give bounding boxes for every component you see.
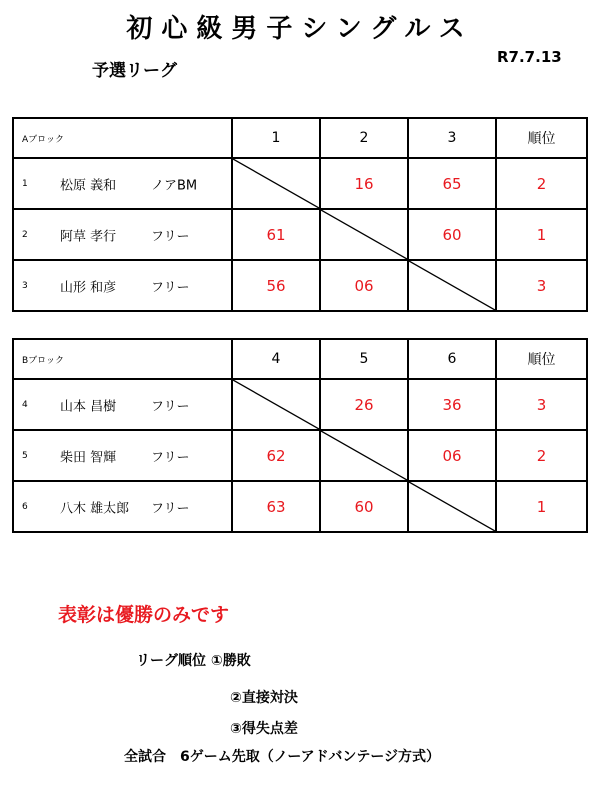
player-rank: 1	[496, 209, 587, 260]
diagonal-line	[321, 431, 407, 480]
player-club: フリー	[151, 501, 190, 516]
self-match-cell	[232, 158, 320, 209]
diagonal-line	[233, 380, 319, 429]
column-header: 3	[408, 118, 496, 158]
block-name: Aブロック	[13, 118, 232, 158]
match-score: 36	[408, 379, 496, 430]
player-name: 松原 義和	[60, 178, 117, 193]
player-number: 2	[22, 229, 28, 240]
diagonal-line	[321, 210, 407, 259]
match-score: 61	[232, 209, 320, 260]
ranking-rule-item: ①勝敗	[210, 653, 251, 669]
player-rank: 1	[496, 481, 587, 532]
match-score: 65	[408, 158, 496, 209]
player-cell	[13, 158, 232, 209]
column-header: 4	[232, 339, 320, 379]
table-row	[13, 209, 587, 260]
block-name: Bブロック	[13, 339, 232, 379]
player-name: 山本 昌樹	[60, 399, 117, 414]
match-score: 63	[232, 481, 320, 532]
rank-header: 順位	[496, 339, 587, 379]
award-notice: 表彰は優勝のみです	[58, 604, 230, 626]
ranking-rule-line	[136, 650, 251, 670]
player-rank: 3	[496, 260, 587, 311]
player-club: フリー	[151, 450, 190, 465]
player-cell	[13, 481, 232, 532]
player-cell	[13, 430, 232, 481]
match-score: 16	[320, 158, 408, 209]
player-club: フリー	[151, 280, 190, 295]
player-number: 4	[22, 399, 28, 410]
table-row	[13, 481, 587, 532]
player-cell	[13, 260, 232, 311]
self-match-cell	[408, 481, 496, 532]
player-name: 柴田 智輝	[60, 450, 117, 465]
league-table-block-b	[12, 338, 588, 533]
player-number: 6	[22, 501, 28, 512]
match-score: 60	[408, 209, 496, 260]
column-header: 1	[232, 118, 320, 158]
player-number: 1	[22, 178, 28, 189]
player-rank: 3	[496, 379, 587, 430]
column-header: 2	[320, 118, 408, 158]
player-club: ノアBM	[151, 178, 198, 193]
player-number: 3	[22, 280, 28, 291]
player-name: 山形 和彦	[60, 280, 117, 295]
self-match-cell	[320, 430, 408, 481]
table-row	[13, 430, 587, 481]
self-match-cell	[408, 260, 496, 311]
player-club: フリー	[151, 399, 190, 414]
diagonal-line	[233, 159, 319, 208]
match-score: 06	[408, 430, 496, 481]
player-name: 八木 雄太郎	[60, 501, 130, 516]
player-rank: 2	[496, 158, 587, 209]
page-title: 初心級男子シングルス	[126, 14, 474, 44]
page-subtitle: 予選リーグ	[92, 61, 177, 81]
player-club: フリー	[151, 229, 190, 244]
table-row	[13, 260, 587, 311]
column-header: 6	[408, 339, 496, 379]
match-score: 60	[320, 481, 408, 532]
ranking-rule-item: ②直接対決	[230, 690, 298, 706]
match-score: 26	[320, 379, 408, 430]
match-score: 56	[232, 260, 320, 311]
self-match-cell	[232, 379, 320, 430]
match-score: 62	[232, 430, 320, 481]
self-match-cell	[320, 209, 408, 260]
player-rank: 2	[496, 430, 587, 481]
player-cell	[13, 209, 232, 260]
table-header-row	[13, 118, 587, 158]
event-date: R7.7.13	[497, 48, 562, 66]
ranking-rule-label: リーグ順位	[136, 653, 206, 669]
table-row	[13, 379, 587, 430]
table-header-row	[13, 339, 587, 379]
league-table-block-a	[12, 117, 588, 312]
player-number: 5	[22, 450, 28, 461]
rank-header: 順位	[496, 118, 587, 158]
ranking-rule-item: ③得失点差	[230, 721, 298, 737]
diagonal-line	[409, 482, 495, 531]
diagonal-line	[409, 261, 495, 310]
player-name: 阿草 孝行	[60, 229, 117, 244]
player-cell	[13, 379, 232, 430]
table-row	[13, 158, 587, 209]
match-score: 06	[320, 260, 408, 311]
column-header: 5	[320, 339, 408, 379]
match-format: 全試合 6ゲーム先取（ノーアドバンテージ方式）	[124, 749, 441, 765]
